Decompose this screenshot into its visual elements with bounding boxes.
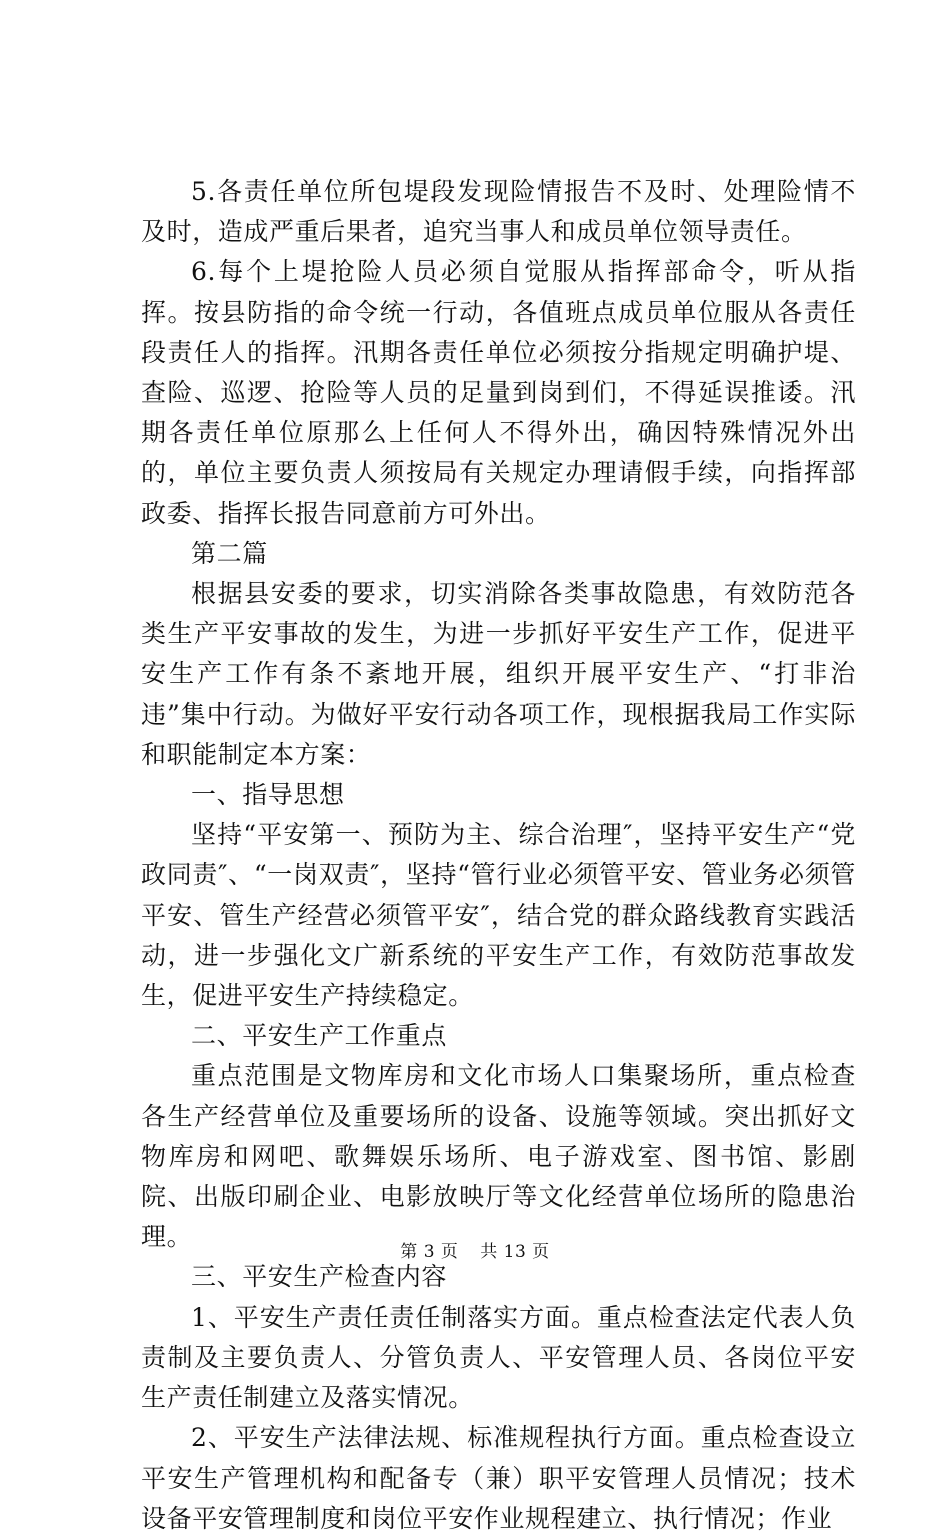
- page-total: 共 13 页: [480, 1242, 550, 1262]
- paragraph-guiding-thought: 坚持“平安第一、预防为主、综合治理″，坚持平安生产“党政同责″、“一岗双责″，坚持“管行业必须管平安、管业务必须管平安、管生产经营必须管平安″，结合党的群众路线教育实践活动，进一步强化文广新系统的平安生产工作，有效防范事故发生，促进平安生产持续稳定。: [141, 820, 856, 1011]
- heading-work-focus: 二、平安生产工作重点: [191, 1021, 448, 1051]
- heading-check-content: 三、平安生产检查内容: [191, 1262, 448, 1292]
- page-number: 第 3 页: [400, 1242, 459, 1262]
- paragraph-work-focus: 重点范围是文物库房和文化市场人口集聚场所，重点检查各生产经营单位及重要场所的设备、设施等领域。突出抓好文物库房和网吧、歌舞娱乐场所、电子游戏室、图书馆、影剧院、出版印刷企业、电影放映厅等文化经营单位场所的隐患治理。: [141, 1061, 856, 1252]
- document-body: [141, 172, 856, 1539]
- paragraph-item-6: 6.每个上堤抢险人员必须自觉服从指挥部命令，听从指挥。按县防指的命令统一行动，各值班点成员单位服从各责任段责任人的指挥。汛期各责任单位必须按分指规定明确护堤、查险、巡逻、抢险等人员的足量到岗到们，不得延误推诿。汛期各责任单位原那么上任何人不得外出，确因特殊情况外出的，单位主要负责人须按局有关规定办理请假手续，向指挥部政委、指挥长报告同意前方可外出。: [141, 257, 856, 528]
- heading-guiding-thought: 一、指导思想: [191, 780, 345, 810]
- paragraph-check-1: 1、平安生产责任责任制落实方面。重点检查法定代表人负责制及主要负责人、分管负责人、平安管理人员、各岗位平安生产责任制建立及落实情况。: [141, 1302, 856, 1413]
- page-footer: [0, 1240, 950, 1264]
- paragraph-item-5: 5.各责任单位所包堤段发现险情报告不及时、处理险情不及时，造成严重后果者，追究当事人和成员单位领导责任。: [141, 177, 856, 247]
- section-title: 第二篇: [191, 538, 268, 568]
- paragraph-intro: 根据县安委的要求，切实消除各类事故隐患，有效防范各类生产平安事故的发生，为进一步抓好平安生产工作，促进平安生产工作有条不紊地开展，组织开展平安生产、“打非治违”集中行动。为做好平安行动各项工作，现根据我局工作实际和职能制定本方案：: [141, 579, 856, 769]
- paragraph-check-2: 2、平安生产法律法规、标准规程执行方面。重点检查设立平安生产管理机构和配备专（兼）职平安管理人员情况；技术设备平安管理制度和岗位平安作业规程建立、执行情况；作业: [141, 1423, 856, 1533]
